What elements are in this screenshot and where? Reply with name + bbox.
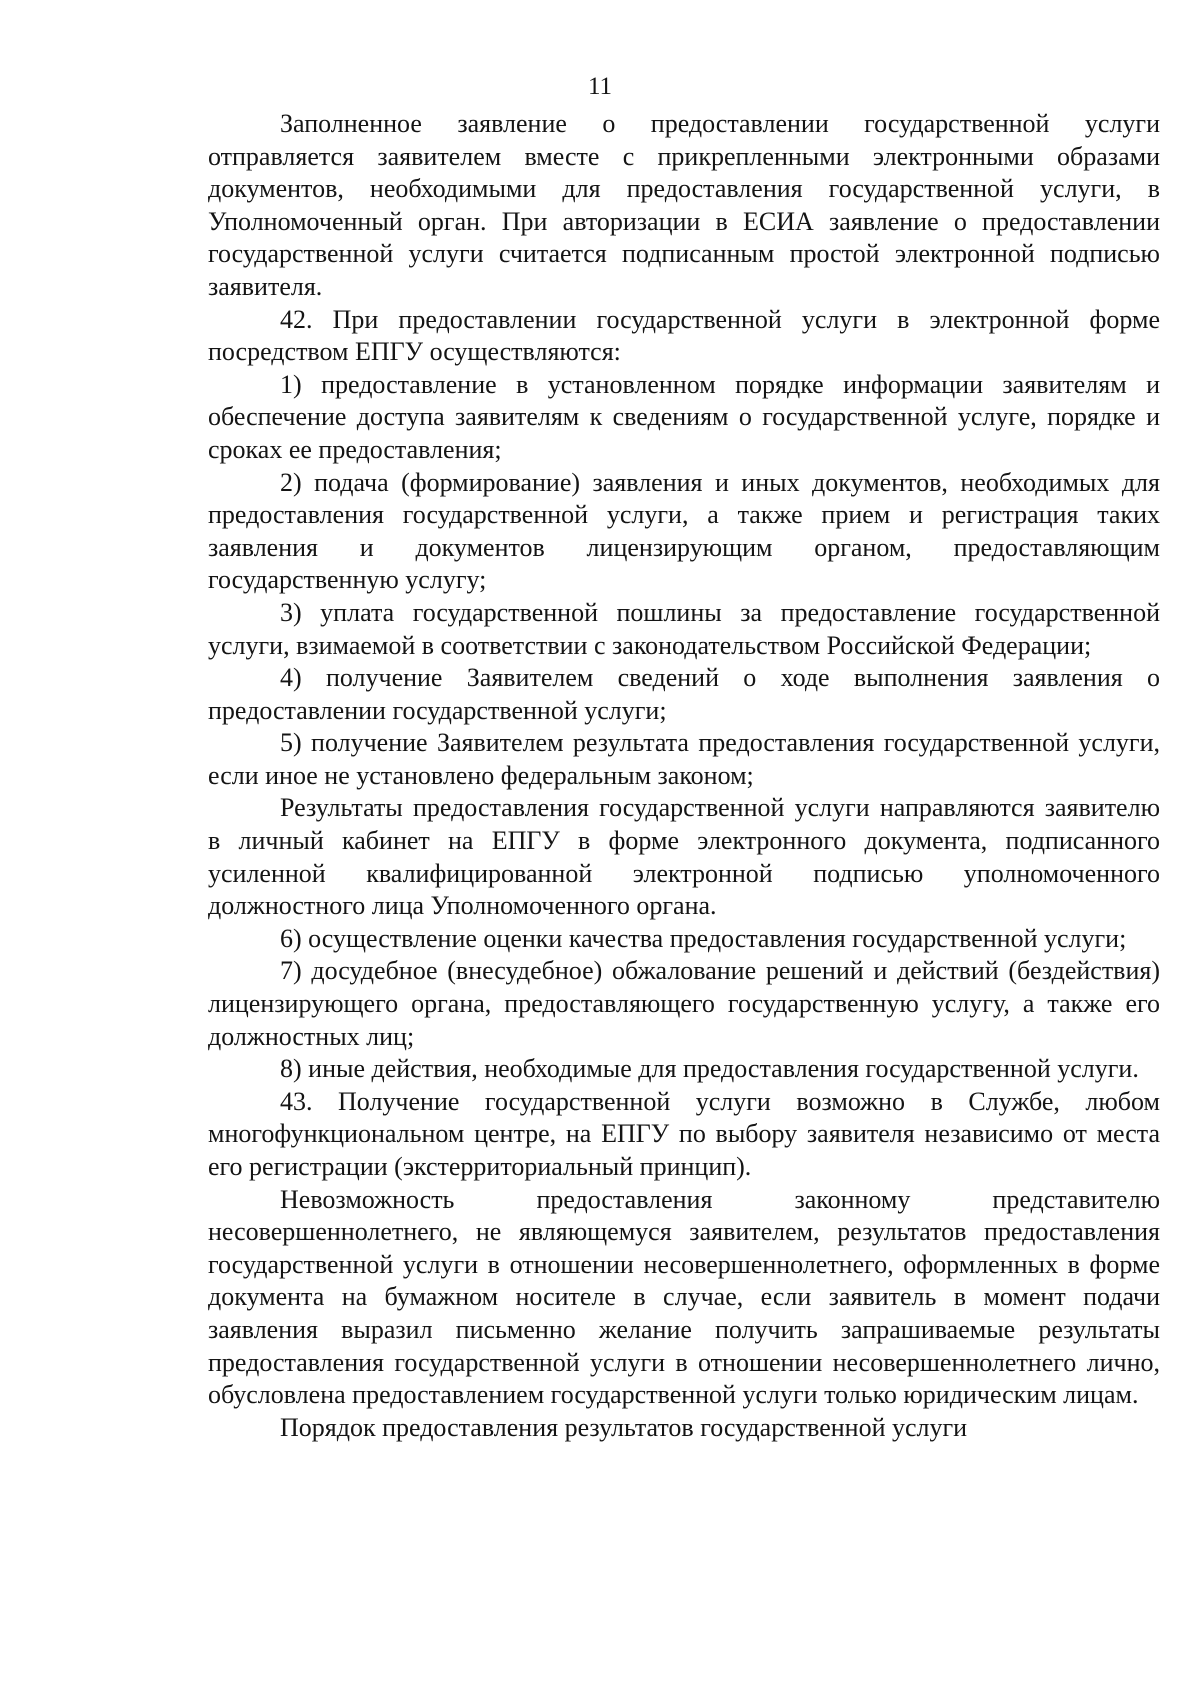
page-number: 11 bbox=[587, 73, 613, 100]
list-item: 1) предоставление в установленном порядке информации заявителям и обеспечение доступа заявителям к сведениям о государственной услуге, порядке и сроках ее предоставления; bbox=[208, 369, 1160, 464]
list-item: 2) подача (формирование) заявления и иных документов, необходимых для предоставления государственной услуги, а также прием и регистрация таких заявления и документов лицензирующим органом, предоставляющим государственную услугу; bbox=[208, 467, 1160, 595]
paragraph: Порядок предоставления результатов государственной услуги bbox=[280, 1412, 968, 1442]
list-item: 4) получение Заявителем сведений о ходе выполнения заявления о предоставлении государственной услуги; bbox=[208, 663, 1160, 725]
document-body bbox=[208, 108, 1160, 1444]
list-item: 8) иные действия, необходимые для предоставления государственной услуги. bbox=[280, 1054, 1139, 1084]
paragraph: 43. Получение государственной услуги возможно в Службе, любом многофункциональном центре, на ЕПГУ по выбору заявителя независимо от места его регистрации (экстерриториальный принцип). bbox=[208, 1086, 1160, 1181]
list-item: 7) досудебное (внесудебное) обжалование решений и действий (бездействия) лицензирующего органа, предоставляющего государственную услугу, а также его должностных лиц; bbox=[208, 956, 1160, 1051]
paragraph: Результаты предоставления государственной услуги направляются заявителю в личный кабинет на ЕПГУ в форме электронного документа, подписанного усиленной квалифицированной электронной подписью уполномоченного должностного лица Уполномоченного органа. bbox=[208, 793, 1160, 921]
list-item: 6) осуществление оценки качества предоставления государственной услуги; bbox=[280, 923, 1127, 953]
paragraph: Заполненное заявление о предоставлении государственной услуги отправляется заявителем вместе с прикрепленными электронными образами документов, необходимыми для предоставления государственной услуги, в Уполномоченный орган. При авторизации в ЕСИА заявление о предоставлении государственной услуги считается подписанным простой электронной подписью заявителя. bbox=[208, 109, 1160, 301]
paragraph: 42. При предоставлении государственной услуги в электронной форме посредством ЕПГУ осуществляются: bbox=[208, 304, 1160, 367]
list-item: 3) уплата государственной пошлины за предоставление государственной услуги, взимаемой в соответствии с законодательством Российской Федерации; bbox=[208, 597, 1160, 660]
paragraph: Невозможность предоставления законному представителю несовершеннолетнего, не являющемуся заявителем, результатов предоставления государственной услуги в отношении несовершеннолетнего, оформленных в форме документа на бумажном носителе в случае, если заявитель в момент подачи заявления выразил письменно желание получить запрашиваемые результаты предоставления государственной услуги в отношении несовершеннолетнего лично, обусловлена предоставлением государственной услуги только юридическим лицам. bbox=[208, 1184, 1160, 1410]
list-item: 5) получение Заявителем результата предоставления государственной услуги, если иное не установлено федеральным законом; bbox=[208, 728, 1160, 790]
